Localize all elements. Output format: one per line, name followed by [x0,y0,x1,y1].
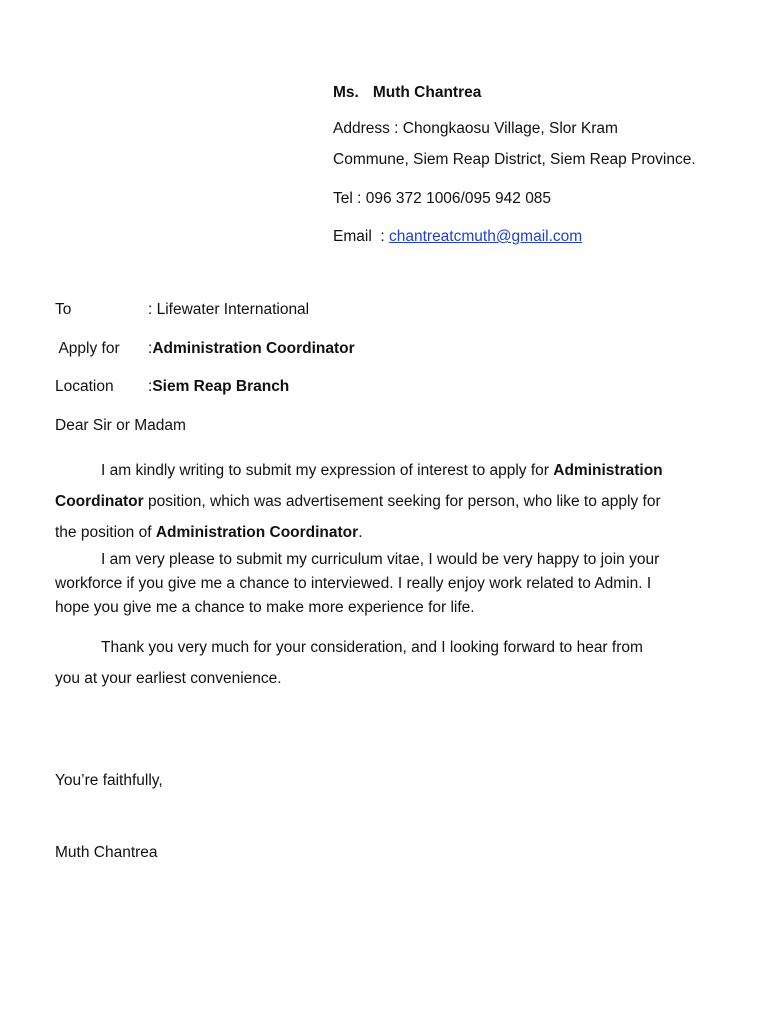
sender-name-line [333,84,481,102]
p1-l1-text: I am kindly writing to submit my expression of interest to apply for [101,462,554,479]
paragraph-2 [55,548,711,620]
p1-l2-text: position, which was advertisement seeking for person, who like to apply for [143,493,661,510]
sender-name: Muth Chantrea [372,84,482,101]
paragraph-3-line-1: Thank you very much for your consideration, and I looking forward to hear from [101,639,643,656]
paragraph-1-line-1 [55,455,711,486]
paragraph-1-line-2 [55,486,711,517]
paragraph-1 [55,455,711,548]
p1-l1-bold: Administration [553,462,663,479]
sender-email-link[interactable]: chantreatcmuth@gmail.com [388,228,583,245]
paragraph-3-line-2: you at your earliest convenience. [55,670,282,687]
apply-label: Apply for [55,340,120,357]
sender-email-line [333,228,582,246]
p1-l2-bold: Coordinator [55,493,144,510]
p1-l3-bold: Administration Coordinator [155,524,359,541]
paragraph-2-line-1: I am very please to submit my curriculum vitae, I would be very happy to join your [101,551,660,568]
sender-tel: Tel : 096 372 1006/095 942 085 [333,190,552,207]
paragraph-1-line-3 [55,517,711,548]
p1-l3-text: the position of [55,524,156,541]
sender-address-line2: Commune, Siem Reap District, Siem Reap Province. [333,151,696,168]
salutation: Dear Sir or Madam [55,417,186,434]
to-label: To [55,301,72,318]
signature-name: Muth Chantrea [55,844,158,861]
apply-value-line [148,340,355,358]
paragraph-2-line-2: workforce if you give me a chance to interviewed. I really enjoy work related to Admin. I [55,575,652,592]
sender-email-label: Email : [333,228,389,245]
sender-title: Ms. [333,84,359,101]
location-label: Location [55,378,114,395]
apply-prefix: : [148,340,153,357]
paragraph-3 [55,632,711,694]
location-value: Siem Reap Branch [152,378,290,395]
p1-l3-end: . [358,524,363,541]
sender-address-line1: Address : Chongkaosu Village, Slor Kram [333,120,618,137]
paragraph-2-line-3: hope you give me a chance to make more experience for life. [55,599,475,616]
location-value-line [148,378,289,396]
location-prefix: : [148,378,153,395]
to-value: : Lifewater International [148,301,310,318]
apply-value: Administration Coordinator [152,340,355,357]
closing: You’re faithfully, [55,772,163,789]
